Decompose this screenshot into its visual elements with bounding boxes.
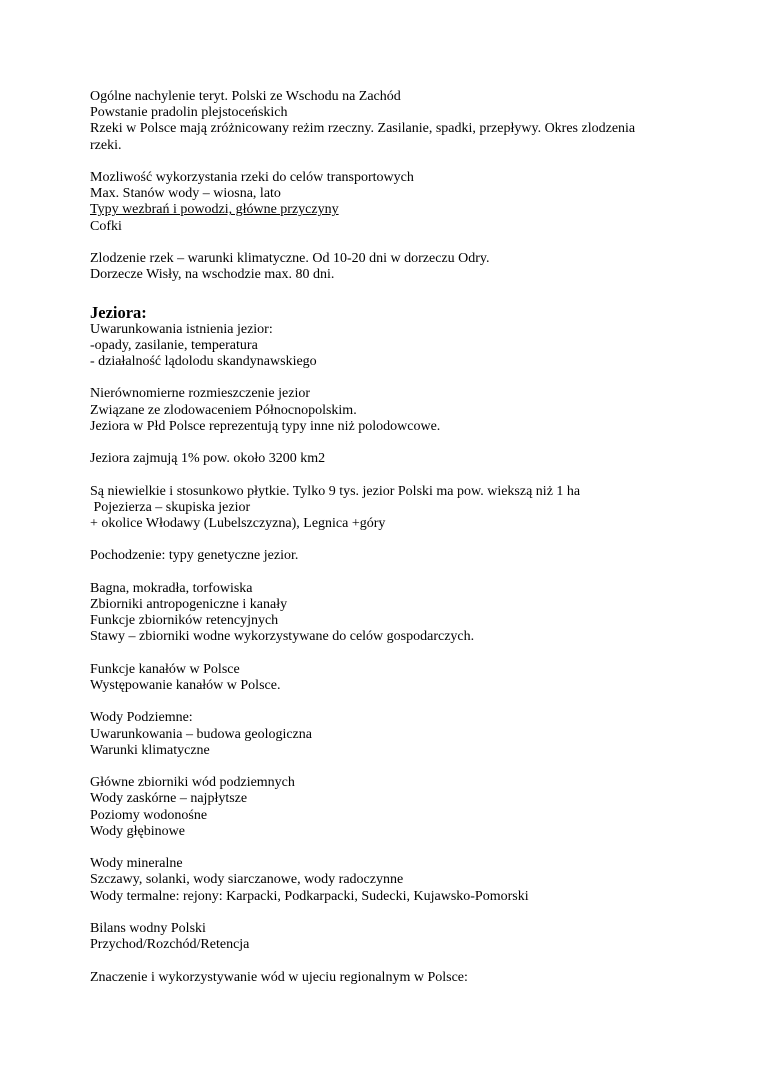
text-line: Znaczenie i wykorzystywanie wód w ujeciu regionalnym w Polsce: <box>90 969 468 985</box>
paragraph-gap <box>90 759 690 775</box>
text-line: Wody głębinowe <box>90 823 185 839</box>
text-line: Są niewielkie i stosunkowo płytkie. Tylko 9 tys. jezior Polski ma pow. wiekszą niż 1 ha <box>90 483 581 499</box>
document-body <box>90 89 690 986</box>
text-line: Wody zaskórne – najpłytsze <box>90 791 248 807</box>
text-line: - działalność lądolodu skandynawskiego <box>90 354 317 369</box>
paragraph-gap <box>90 646 690 662</box>
paragraph-gap <box>90 953 690 969</box>
paragraph-gap <box>90 532 690 548</box>
text-line: Funkcje kanałów w Polsce <box>90 661 240 677</box>
text-line: -opady, zasilanie, temperatura <box>90 337 258 353</box>
text-line: Zbiorniki antropogeniczne i kanały <box>90 596 288 612</box>
text-line: Poziomy wodonośne <box>90 807 208 823</box>
text-line: Główne zbiorniki wód podziemnych <box>90 775 295 791</box>
text-line: Pojezierza – skupiska jezior <box>90 499 251 515</box>
text-line: Zlodzenie rzek – warunki klimatyczne. Od 10-20 dni w dorzeczu Odry. <box>90 251 490 266</box>
paragraph-gap <box>90 283 690 299</box>
text-line: Przychod/Rozchód/Retencja <box>90 937 250 953</box>
text-line: Nierównomierne rozmieszczenie jezior <box>90 386 311 402</box>
text-line: + okolice Włodawy (Lubelszczyzna), Legnica +góry <box>90 515 386 531</box>
text-line: Wody termalne: rejony: Karpacki, Podkarpacki, Sudecki, Kujawsko-Pomorski <box>90 888 529 904</box>
paragraph-gap <box>90 370 690 386</box>
text-line: Jeziora zajmują 1% pow. około 3200 km2 <box>90 451 326 467</box>
text-line: Pochodzenie: typy genetyczne jezior. <box>90 548 299 564</box>
paragraph-gap <box>90 905 690 921</box>
paragraph-gap <box>90 235 690 251</box>
text-line: Max. Stanów wody – wiosna, lato <box>90 186 281 202</box>
paragraph-gap <box>90 840 690 856</box>
text-line: Jeziora w Płd Polsce reprezentują typy inne niż polodowcowe. <box>90 418 441 434</box>
section-heading: Jeziora: <box>90 302 147 322</box>
text-line: Bagna, mokradła, torfowiska <box>90 580 253 596</box>
text-line: Mozliwość wykorzystania rzeki do celów transportowych <box>90 170 414 185</box>
text-line: Związane ze zlodowaceniem Północnopolskim. <box>90 402 357 418</box>
text-line: Występowanie kanałów w Polsce. <box>90 677 281 693</box>
underlined-text-line: Typy wezbrań i powodzi, główne przyczyny <box>90 202 339 218</box>
paragraph-gap <box>90 467 690 483</box>
text-line: Wody Podziemne: <box>90 710 193 726</box>
text-line: Dorzecze Wisły, na wschodzie max. 80 dni. <box>90 267 335 283</box>
text-line: Wody mineralne <box>90 856 183 872</box>
text-line: Uwarunkowania – budowa geologiczna <box>90 726 312 742</box>
text-line: Ogólne nachylenie teryt. Polski ze Wschodu na Zachód <box>90 89 401 104</box>
text-line: Warunki klimatyczne <box>90 742 210 758</box>
paragraph-gap <box>90 435 690 451</box>
text-line: Powstanie pradolin plejstoceńskich <box>90 105 288 121</box>
text-line: Szczawy, solanki, wody siarczanowe, wody radoczynne <box>90 872 404 888</box>
text-line: Uwarunkowania istnienia jezior: <box>90 321 273 337</box>
text-line: Stawy – zbiorniki wodne wykorzystywane do celów gospodarczych. <box>90 629 475 645</box>
text-line: Rzeki w Polsce mają zróżnicowany reżim rzeczny. Zasilanie, spadki, przepływy. Okres zlodzenia <box>90 121 636 137</box>
text-line: Funkcje zbiorników retencyjnych <box>90 613 279 629</box>
text-line: rzeki. <box>90 137 122 153</box>
text-line: Cofki <box>90 218 122 234</box>
text-line: Bilans wodny Polski <box>90 920 206 936</box>
paragraph-gap <box>90 565 690 581</box>
paragraph-gap <box>90 694 690 710</box>
paragraph-gap <box>90 154 690 170</box>
